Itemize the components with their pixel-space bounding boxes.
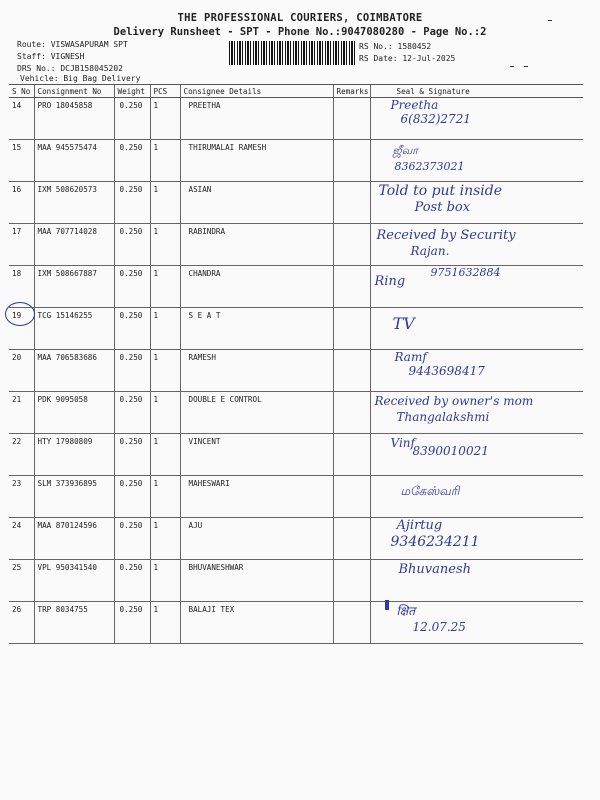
document-subtitle: Delivery Runsheet - SPT - Phone No.:9047080280 - Page No.:2 [113,26,487,38]
cell-remarks [333,434,370,476]
handwritten-signature: TV [392,314,415,333]
handwritten-note: 9346234211 [390,534,480,550]
cell-s-no: 15 [9,140,34,182]
column-header: Consignee Details [180,85,333,98]
handwritten-signature: Told to put inside [378,183,503,199]
cell-pcs: 1 [150,182,180,224]
handwritten-note: 9443698417 [408,364,485,378]
scan-mark [510,66,514,67]
table-row [9,476,583,518]
cell-pcs: 1 [150,434,180,476]
column-header: S No [9,85,34,98]
cell-remarks [333,266,370,308]
column-header: Remarks [333,85,370,98]
cell-s-no: 21 [9,392,34,434]
cell-signature [370,182,583,224]
cell-consignment-no: TCG 15146255 [34,308,114,350]
cell-remarks [333,350,370,392]
barcode-image [229,41,357,65]
column-header: Seal & Signature [370,85,583,98]
document-title: THE PROFESSIONAL COURIERS, COIMBATORE [177,12,423,24]
cell-consignee: BALAJI TEX [180,602,333,644]
handwritten-signature: Vinf [390,436,415,450]
cell-pcs: 1 [150,392,180,434]
cell-weight: 0.250 [114,434,150,476]
row-19-circle-mark [5,302,35,326]
cell-consignment-no: PDK 9095058 [34,392,114,434]
cell-weight: 0.250 [114,266,150,308]
table-row [9,182,583,224]
cell-s-no: 14 [9,98,34,140]
cell-remarks [333,476,370,518]
table-row [9,434,583,476]
cell-signature [370,140,583,182]
vehicle-info: Vehicle: Big Bag Delivery [20,74,141,83]
handwritten-signature: Preetha [390,98,439,112]
cell-pcs: 1 [150,98,180,140]
handwritten-signature: மகேஸ்வரி [400,484,460,498]
cell-weight: 0.250 [114,392,150,434]
table-row [9,308,583,350]
rs-date: RS Date: 12-Jul-2025 [359,54,456,63]
table-row [9,140,583,182]
cell-signature [370,602,583,644]
cell-remarks [333,224,370,266]
rs-number: RS No.: 1580452 [359,42,432,51]
runsheet-table [9,84,583,644]
table-row [9,560,583,602]
cell-consignment-no: PRO 18045858 [34,98,114,140]
cell-signature [370,434,583,476]
cell-pcs: 1 [150,476,180,518]
cell-consignee: PREETHA [180,98,333,140]
cell-remarks [333,140,370,182]
cell-s-no: 18 [9,266,34,308]
handwritten-note: Thangalakshmi [396,410,490,424]
cell-pcs: 1 [150,602,180,644]
cell-weight: 0.250 [114,602,150,644]
cell-consignment-no: MAA 706583686 [34,350,114,392]
cell-consignment-no: SLM 373936895 [34,476,114,518]
cell-weight: 0.250 [114,350,150,392]
cell-remarks [333,518,370,560]
cell-consignee: AJU [180,518,333,560]
cell-remarks [333,182,370,224]
cell-weight: 0.250 [114,224,150,266]
cell-signature [370,266,583,308]
cell-pcs: 1 [150,140,180,182]
handwritten-note: 8362373021 [394,160,465,173]
cell-weight: 0.250 [114,308,150,350]
cell-weight: 0.250 [114,182,150,224]
cell-consignee: BHUVANESHWAR [180,560,333,602]
column-header: PCS [150,85,180,98]
cell-signature [370,224,583,266]
handwritten-signature: ஜீவா [392,144,418,157]
cell-signature [370,308,583,350]
table-row [9,224,583,266]
handwritten-signature: Ajirtug [396,518,443,533]
cell-s-no: 26 [9,602,34,644]
cell-pcs: 1 [150,350,180,392]
cell-consignee: THIRUMALAI RAMESH [180,140,333,182]
table-row [9,350,583,392]
ink-mark [385,600,389,610]
handwritten-signature: क्षित [396,604,416,618]
cell-consignment-no: IXM 508667887 [34,266,114,308]
cell-remarks [333,602,370,644]
drs-number: DRS No.: DCJB158045202 [17,64,123,73]
cell-consignment-no: VPL 950341540 [34,560,114,602]
route-info: Route: VISWASAPURAM SPT [17,40,128,49]
cell-weight: 0.250 [114,518,150,560]
cell-remarks [333,560,370,602]
scan-mark [524,66,528,67]
handwritten-note: 12.07.25 [412,620,466,634]
cell-signature [370,560,583,602]
cell-s-no: 19 [9,308,34,350]
cell-s-no: 24 [9,518,34,560]
cell-weight: 0.250 [114,476,150,518]
cell-s-no: 23 [9,476,34,518]
column-header: Weight [114,85,150,98]
cell-consignment-no: HTY 17980809 [34,434,114,476]
cell-consignment-no: MAA 945575474 [34,140,114,182]
cell-consignee: VINCENT [180,434,333,476]
cell-remarks [333,392,370,434]
handwritten-signature: Ring [374,274,406,289]
handwritten-signature: Bhuvanesh [398,562,472,577]
cell-consignment-no: IXM 508620573 [34,182,114,224]
handwritten-note: 8390010021 [412,444,489,458]
table-row [9,602,583,644]
staff-info: Staff: VIGNESH [17,52,85,61]
scan-mark [548,20,552,21]
cell-signature [370,350,583,392]
cell-s-no: 25 [9,560,34,602]
cell-s-no: 16 [9,182,34,224]
column-header: Consignment No [34,85,114,98]
cell-weight: 0.250 [114,140,150,182]
cell-weight: 0.250 [114,98,150,140]
handwritten-note: Post box [414,200,471,215]
cell-s-no: 20 [9,350,34,392]
handwritten-note: Rajan. [410,244,450,258]
handwritten-note: 6(832)2721 [400,112,471,126]
cell-pcs: 1 [150,308,180,350]
cell-consignee: S E A T [180,308,333,350]
cell-pcs: 1 [150,518,180,560]
cell-remarks [333,98,370,140]
cell-pcs: 1 [150,560,180,602]
cell-signature [370,392,583,434]
handwritten-note: 9751632884 [430,266,501,279]
table-row [9,518,583,560]
cell-consignment-no: MAA 707714028 [34,224,114,266]
cell-weight: 0.250 [114,560,150,602]
cell-s-no: 17 [9,224,34,266]
cell-s-no: 22 [9,434,34,476]
cell-consignee: RAMESH [180,350,333,392]
cell-consignee: MAHESWARI [180,476,333,518]
cell-consignee: RABINDRA [180,224,333,266]
handwritten-signature: Received by Security [376,228,516,243]
cell-consignee: DOUBLE E CONTROL [180,392,333,434]
cell-pcs: 1 [150,224,180,266]
table-row [9,392,583,434]
cell-signature [370,518,583,560]
cell-consignee: ASIAN [180,182,333,224]
cell-signature [370,476,583,518]
cell-pcs: 1 [150,266,180,308]
table-row [9,266,583,308]
handwritten-signature: Received by owner's mom [374,394,534,408]
handwritten-signature: Ramf [394,350,427,364]
table-header-row [9,85,583,98]
cell-consignment-no: MAA 870124596 [34,518,114,560]
cell-consignment-no: TRP 8034755 [34,602,114,644]
table-row [9,98,583,140]
cell-remarks [333,308,370,350]
cell-consignee: CHANDRA [180,266,333,308]
cell-signature [370,98,583,140]
